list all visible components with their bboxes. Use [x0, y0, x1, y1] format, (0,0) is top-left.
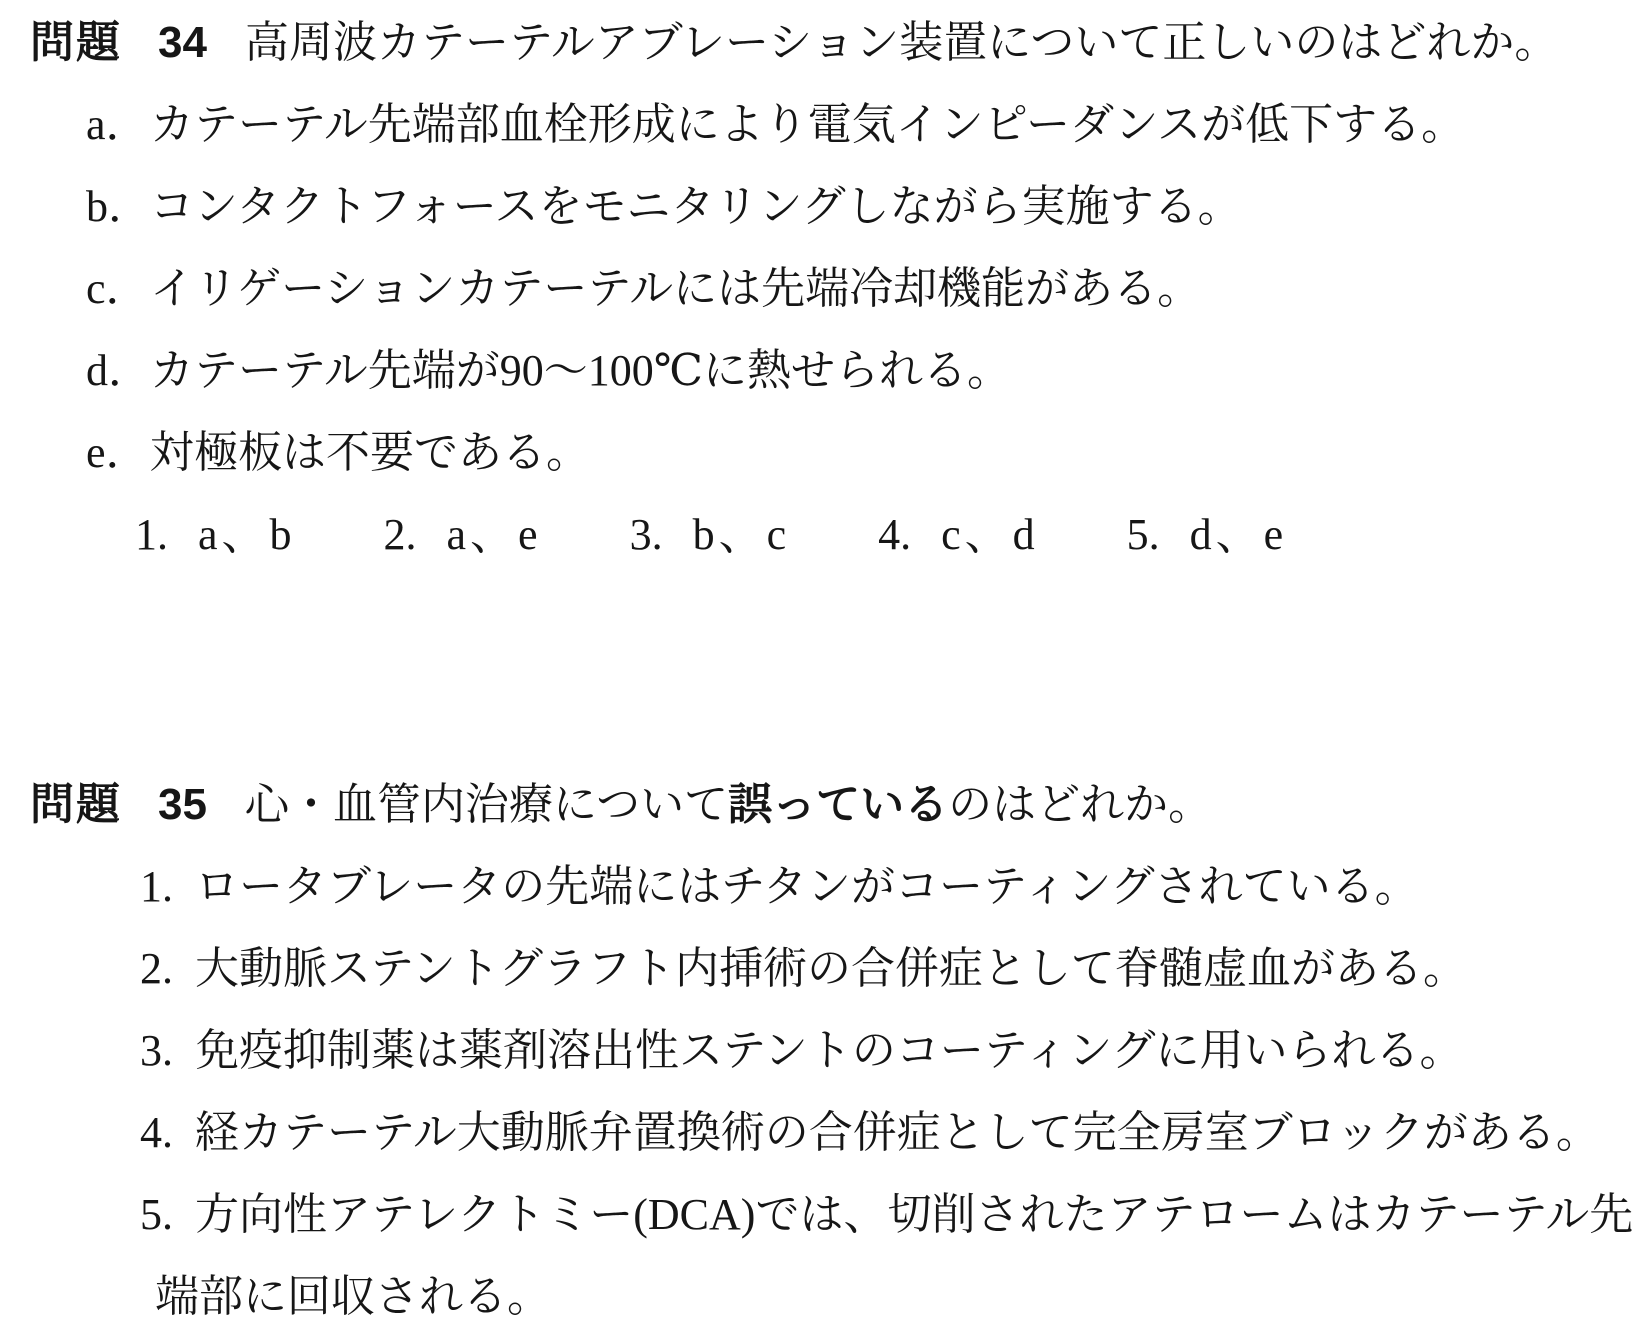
question-35-header: [0, 764, 1642, 846]
answer-choice-5-combo: d、e: [1189, 510, 1288, 559]
question-35-option-2: [0, 928, 1642, 1010]
option-b-marker: b．: [86, 182, 152, 231]
question-34-option-a: [0, 84, 1642, 166]
question-35-stem-post: のはどれか。: [948, 780, 1213, 829]
answer-choice-3: [630, 494, 791, 576]
option-e-marker: e．: [86, 428, 150, 477]
question-35-stem: [245, 780, 1212, 829]
answer-choice-4-combo: c、d: [941, 510, 1039, 559]
question-35-stem-pre: 心・血管内治療について: [244, 780, 729, 829]
option-5-continuation-text: 端部に回収される。: [155, 1272, 551, 1321]
question-35-option-1: [0, 846, 1642, 928]
answer-choice-5: [1127, 494, 1288, 576]
answer-choice-3-number: 3.: [629, 510, 663, 559]
option-3-text: 免疫抑制薬は薬剤溶出性ステントのコーティングに用いられる。: [195, 1026, 1464, 1075]
option-4-marker: 4.: [140, 1108, 173, 1157]
option-5-marker: 5.: [140, 1190, 173, 1239]
answer-choice-2-combo: a、e: [446, 510, 542, 559]
answer-choice-1-combo: a、b: [198, 510, 296, 559]
option-b-text: コンタクトフォースをモニタリングしながら実施する。: [150, 182, 1242, 231]
question-35-option-5-continuation: [0, 1256, 1642, 1338]
answer-choice-2-number: 2.: [383, 510, 417, 559]
option-c-marker: c．: [86, 264, 150, 313]
question-34-answer-choices-row: [0, 494, 1642, 576]
question-34-option-d: [0, 330, 1642, 412]
answer-choice-3-combo: b、c: [692, 510, 791, 559]
option-d-marker: d．: [86, 346, 152, 395]
option-3-marker: 3.: [140, 1026, 173, 1075]
question-35-option-5: [0, 1174, 1642, 1256]
question-34-label: 問題: [30, 18, 122, 67]
option-2-text: 大動脈ステントグラフト内挿術の合併症として脊髄虚血がある。: [195, 944, 1468, 993]
option-5-text: 方向性アテレクトミー(DCA)では、切削されたアテロームはカテーテル先: [195, 1190, 1634, 1239]
option-c-text: イリゲーションカテーテルには先端冷却機能がある。: [150, 264, 1202, 313]
question-35-option-4: [0, 1092, 1642, 1174]
answer-choice-2: [384, 494, 542, 576]
question-divider-space: [0, 576, 1642, 764]
question-35-label: 問題: [30, 780, 122, 829]
option-1-text: ロータブレータの先端にはチタンがコーティングされている。: [195, 862, 1419, 911]
question-34-header: [0, 2, 1642, 84]
answer-choice-5-number: 5.: [1126, 510, 1160, 559]
question-35-stem-emphasis: 誤っている: [728, 780, 949, 829]
question-34-stem: 高周波カテーテルアブレーション装置について正しいのはどれか。: [244, 18, 1559, 67]
option-1-marker: 1.: [140, 862, 173, 911]
answer-choice-4-number: 4.: [878, 510, 912, 559]
option-2-marker: 2.: [140, 944, 173, 993]
question-34-option-b: [0, 166, 1642, 248]
answer-choice-1-number: 1.: [135, 510, 168, 559]
question-35-option-3: [0, 1010, 1642, 1092]
option-a-text: カテーテル先端部血栓形成により電気インピーダンスが低下する。: [150, 100, 1466, 149]
answer-choice-4: [878, 494, 1039, 576]
question-34-number: 34: [158, 18, 207, 67]
question-35-number: 35: [158, 780, 207, 829]
question-34-option-e: [0, 412, 1642, 494]
option-e-text: 対極板は不要である。: [150, 428, 590, 477]
option-a-marker: a．: [86, 100, 150, 149]
option-d-text: カテーテル先端が90～100℃に熱せられる。: [150, 346, 1012, 395]
question-34-option-c: [0, 248, 1642, 330]
option-4-text: 経カテーテル大動脈弁置換術の合併症として完全房室ブロックがある。: [195, 1108, 1600, 1157]
answer-choice-1: [135, 494, 296, 576]
